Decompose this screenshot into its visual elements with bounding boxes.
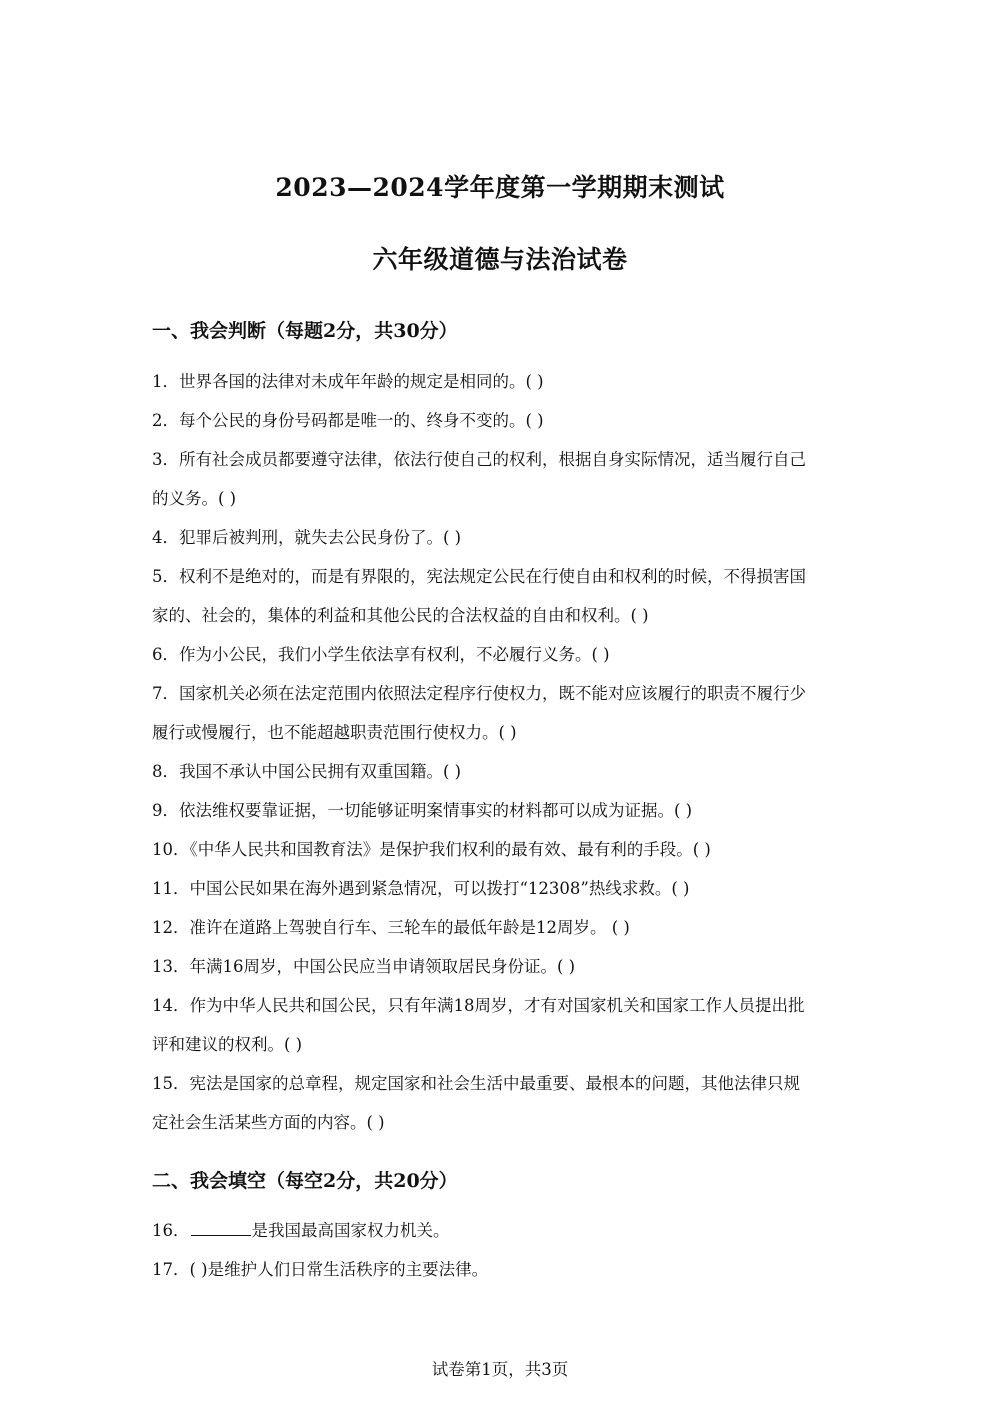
question-line: 13．年满16周岁，中国公民应当申请领取居民身份证。( ) [152, 957, 576, 976]
question-line: 14．作为中华人民共和国公民，只有年满18周岁，才有对国家机关和国家工作人员提出批 [152, 996, 805, 1015]
question-line: 评和建议的权利。( ) [152, 1035, 303, 1054]
section-1-heading: 一、我会判断（每题2分，共30分） [152, 320, 458, 342]
question-line: 的义务。( ) [152, 489, 237, 508]
answer-blank[interactable] [191, 1221, 251, 1236]
section-2-heading: 二、我会填空（每空2分，共20分） [152, 1170, 458, 1192]
question-16-number: 16． [152, 1221, 190, 1240]
question-line: 15．宪法是国家的总章程，规定国家和社会生活中最重要、最根本的问题，其他法律只规 [152, 1074, 800, 1093]
question-16-text: 是我国最高国家权力机关。 [251, 1221, 450, 1240]
exam-subtitle: 六年级道德与法治试卷 [372, 245, 628, 274]
exam-title: 2023—2024学年度第一学期期末测试 [275, 173, 725, 202]
question-line: 1．世界各国的法律对未成年年龄的规定是相同的。( ) [152, 372, 544, 391]
question-line: 家的、社会的，集体的利益和其他公民的合法权益的自由和权利。( ) [152, 606, 649, 625]
question-line: 6．作为小公民，我们小学生依法享有权利，不必履行义务。( ) [152, 645, 610, 664]
question-17: 17．( )是维护人们日常生活秩序的主要法律。 [152, 1260, 489, 1279]
question-16 [152, 1220, 450, 1242]
question-line: 9．依法维权要靠证据，一切能够证明案情事实的材料都可以成为证据。( ) [152, 801, 693, 820]
question-line: 3．所有社会成员都要遵守法律，依法行使自己的权利，根据自身实际情况，适当履行自己 [152, 450, 806, 469]
question-line: 10．《中华人民共和国教育法》是保护我们权利的最有效、最有利的手段。( ) [152, 840, 711, 859]
question-line: 8．我国不承认中国公民拥有双重国籍。( ) [152, 762, 462, 781]
question-line: 4．犯罪后被判刑，就失去公民身份了。( ) [152, 528, 462, 547]
question-line: 2．每个公民的身份号码都是唯一的、终身不变的。( ) [152, 411, 544, 430]
page-footer: 试卷第1页，共3页 [431, 1360, 569, 1379]
question-line: 5．权利不是绝对的，而是有界限的，宪法规定公民在行使自由和权利的时候，不得损害国 [152, 567, 806, 586]
question-line: 定社会生活某些方面的内容。( ) [152, 1113, 385, 1132]
question-line: 7．国家机关必须在法定范围内依照法定程序行使权力，既不能对应该履行的职责不履行少 [152, 684, 806, 703]
question-line: 履行或慢履行，也不能超越职责范围行使权力。( ) [152, 723, 517, 742]
question-line: 11．中国公民如果在海外遇到紧急情况，可以拨打“12308”热线求救。( ) [152, 879, 690, 898]
question-line: 12．准许在道路上驾驶自行车、三轮车的最低年龄是12周岁。 ( ) [152, 918, 630, 937]
